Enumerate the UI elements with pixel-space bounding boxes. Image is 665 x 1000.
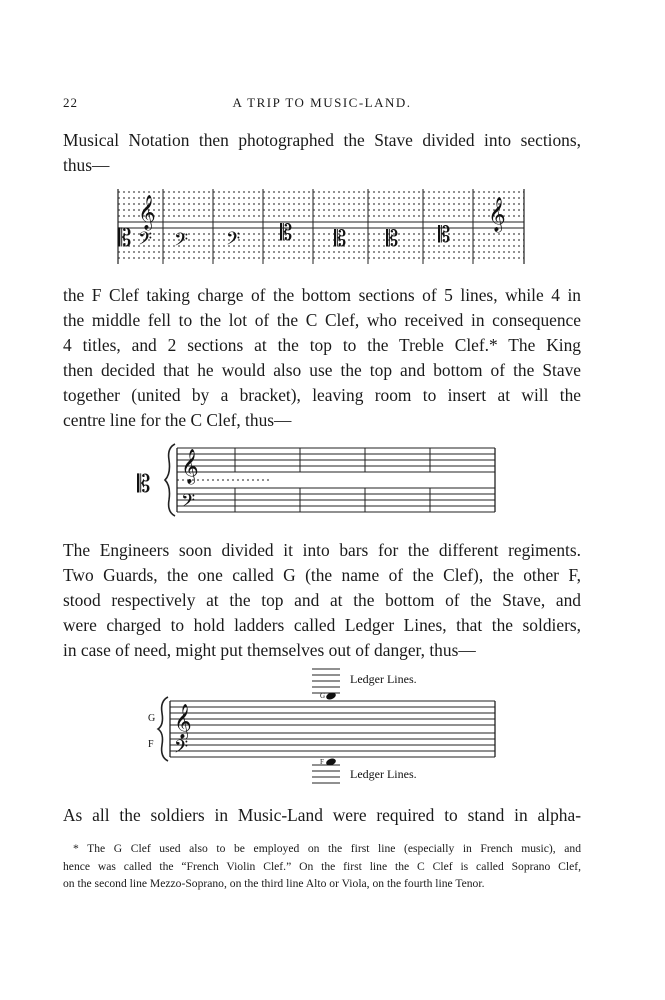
- footnote: [63, 840, 581, 893]
- text-line: 4 titles, and 2 sections at the top to the Treble Clef.* The King: [63, 335, 581, 355]
- c-clef-icon: 𝄡: [118, 226, 132, 252]
- paragraph-4: [63, 803, 581, 828]
- figure-divided-stave: [108, 186, 530, 268]
- paragraph-1: [63, 128, 581, 178]
- text-line: the middle fell to the lot of the C Clef, who received in consequence: [63, 310, 581, 330]
- treble-clef-icon: 𝄞: [181, 450, 199, 483]
- running-header: [63, 95, 581, 115]
- footnote-line: * The G Clef used also to be employed on the first line (especially in French music), and: [73, 842, 581, 855]
- treble-clef-icon: 𝄞: [488, 198, 506, 231]
- footnote-line: on the second line Mezzo-Soprano, on the third line Alto or Viola, on the fourth line Tenor.: [63, 877, 485, 890]
- text-line: The Engineers soon divided it into bars for the different regiments.: [63, 540, 581, 560]
- guard-g-label: G: [148, 713, 156, 724]
- bass-clef-icon: 𝄢: [138, 228, 153, 253]
- figure-grand-stave: [135, 440, 500, 520]
- note-f-label: F: [320, 758, 324, 766]
- c-clef-icon: 𝄡: [386, 226, 399, 251]
- bass-clef-icon: 𝄢: [226, 228, 241, 253]
- c-clef-icon: 𝄡: [137, 472, 151, 498]
- bass-clef-icon: 𝄢: [174, 736, 189, 761]
- text-line: stood respectively at the top and at the bottom of the Stave, and: [63, 590, 581, 610]
- paragraph-3: [63, 538, 581, 663]
- text-line: thus—: [63, 155, 110, 175]
- text-line: were charged to hold ladders called Ledger Lines, that the soldiers,: [63, 615, 581, 635]
- paragraph-2: [63, 283, 581, 433]
- note-g-label: G: [320, 692, 326, 700]
- c-clef-icon: 𝄡: [438, 222, 451, 247]
- bracket-icon: [165, 444, 175, 516]
- text-line: together (united by a bracket), leaving room to insert at will the: [63, 385, 581, 405]
- treble-clef-icon: 𝄞: [138, 196, 156, 229]
- c-clef-icon: 𝄡: [280, 220, 293, 245]
- text-line: Two Guards, the one called G (the name of the Clef), the other F,: [63, 565, 581, 585]
- bass-clef-icon: 𝄢: [181, 490, 196, 515]
- text-line: then decided that he would also use the top and bottom of the Stave: [63, 360, 581, 380]
- footnote-line: hence was called the “French Violin Clef.” On the first line the C Clef is called Soprano Clef,: [63, 859, 581, 873]
- bracket-icon: [158, 697, 168, 761]
- ledger-label-bottom: Ledger Lines.: [350, 767, 417, 781]
- text-line: in case of need, might put themselves out of danger, thus—: [63, 640, 476, 660]
- treble-clef-icon: 𝄞: [174, 705, 192, 738]
- page-number: 22: [63, 95, 78, 110]
- text-line: the F Clef taking charge of the bottom sections of 5 lines, while 4 in: [63, 285, 581, 305]
- text-line: Musical Notation then photographed the Stave divided into sections,: [63, 130, 581, 150]
- text-line: As all the soldiers in Music-Land were required to stand in alpha-: [63, 805, 581, 825]
- c-clef-icon: 𝄡: [334, 226, 347, 251]
- text-line: centre line for the C Clef, thus—: [63, 410, 292, 430]
- figure-ledger-lines: [140, 665, 510, 785]
- bass-clef-icon: 𝄢: [174, 229, 189, 254]
- ledger-label-top: Ledger Lines.: [350, 672, 417, 686]
- running-title: A TRIP TO MUSIC-LAND.: [232, 95, 412, 110]
- guard-f-label: F: [148, 739, 154, 750]
